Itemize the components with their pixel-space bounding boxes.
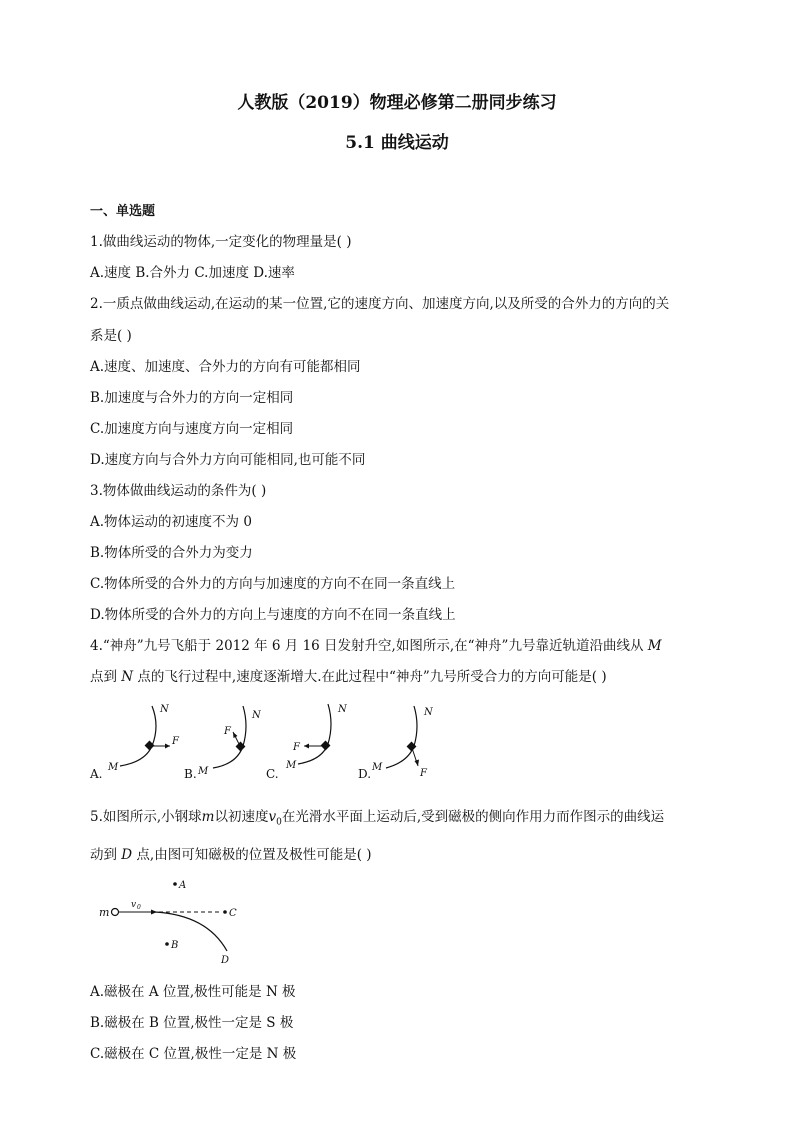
q4-point-m: M xyxy=(647,638,662,654)
label-n: N xyxy=(338,704,347,715)
point-c-dot xyxy=(223,910,227,914)
section-heading: 一、单选题 xyxy=(90,204,156,219)
label-f: F xyxy=(224,726,231,737)
q5-velocity-symbol: v xyxy=(268,809,277,825)
q5-stem-line2 xyxy=(90,843,372,863)
q4-stem-text: 点到 xyxy=(90,669,122,685)
q4-figure-d xyxy=(370,700,450,785)
q4-stem-text: 点的飞行过程中,速度逐渐增大.在此过程中“神舟”九号所受合力的方向可能是( ) xyxy=(133,669,607,685)
q4-stem-line2 xyxy=(90,665,607,685)
q4-figure-c xyxy=(280,700,360,780)
q4-stem-text: 4.“神舟”九号飞船于 2012 年 6 月 16 日发射升空,如图所示,在“神舟”九号靠近轨道沿曲线从 xyxy=(90,638,648,654)
q3-option-d: D.物体所受的合外力的方向上与速度的方向不在同一条直线上 xyxy=(90,607,456,623)
q1-options: A.速度 B.合外力 C.加速度 D.速率 xyxy=(90,265,295,281)
label-m: M xyxy=(108,762,119,773)
q5-stem-text: 5.如图所示,小钢球 xyxy=(90,809,202,825)
q4-figure-a xyxy=(100,700,200,780)
trajectory-curve xyxy=(386,706,417,768)
trajectory-curve xyxy=(120,706,156,766)
q3-option-b: B.物体所受的合外力为变力 xyxy=(90,545,253,561)
q4-figure-label-d: D. xyxy=(358,767,372,781)
q4-figure-label-c: C. xyxy=(266,767,279,781)
q5-point-d: D xyxy=(121,847,133,863)
q4-figure-label-a: A. xyxy=(90,767,103,781)
q5-velocity-subscript: 0 xyxy=(276,817,282,828)
label-v-subscript: 0 xyxy=(137,904,141,911)
q5-option-c: C.磁极在 C 位置,极性一定是 N 极 xyxy=(90,1046,297,1062)
label-m: m xyxy=(99,906,110,919)
q2-option-b: B.加速度与合外力的方向一定相同 xyxy=(90,390,294,406)
q5-option-a: A.磁极在 A 位置,极性可能是 N 极 xyxy=(90,984,296,1000)
q4-point-n: N xyxy=(121,669,134,685)
document-subtitle: 5.1 曲线运动 xyxy=(345,133,449,153)
q5-stem-text: 动到 xyxy=(90,847,122,863)
q4-figure-b xyxy=(195,700,275,780)
label-m: M xyxy=(198,766,209,777)
q2-option-a: A.速度、加速度、合外力的方向有可能都相同 xyxy=(90,359,361,375)
label-n: N xyxy=(252,710,261,721)
q4-figure-label-b: B. xyxy=(184,767,197,781)
q2-stem-line1: 2.一质点做曲线运动,在运动的某一位置,它的速度方向、加速度方向,以及所受的合外力的方向的关 xyxy=(90,296,670,312)
label-f: F xyxy=(293,742,300,753)
arrow-head-icon xyxy=(304,744,309,749)
label-d: D xyxy=(221,955,230,966)
q5-stem-text: 在光滑水平面上运动后,受到磁极的侧向作用力而作图示的曲线运 xyxy=(281,809,665,825)
q2-option-d: D.速度方向与合外力方向可能相同,也可能不同 xyxy=(90,452,366,468)
label-m: M xyxy=(372,762,383,773)
q5-mass-symbol: m xyxy=(201,809,215,825)
q5-option-b: B.磁极在 B 位置,极性一定是 S 极 xyxy=(90,1015,294,1031)
q5-stem-text: 点,由图可知磁极的位置及极性可能是( ) xyxy=(132,847,372,863)
arrow-head-icon xyxy=(415,760,420,767)
q3-stem: 3.物体做曲线运动的条件为( ) xyxy=(90,483,267,499)
arrow-head-icon xyxy=(233,732,238,738)
label-b: B xyxy=(171,940,179,951)
trajectory-curve xyxy=(213,706,246,768)
q5-stem-text: 以初速度 xyxy=(214,809,269,825)
label-v: v xyxy=(131,900,137,910)
arrow-head-icon xyxy=(165,744,170,749)
q3-option-c: C.物体所受的合外力的方向与加速度的方向不在同一条直线上 xyxy=(90,576,456,592)
point-a-dot xyxy=(173,882,177,886)
label-f: F xyxy=(172,736,179,747)
q1-stem: 1.做曲线运动的物体,一定变化的物理量是( ) xyxy=(90,234,352,250)
label-n: N xyxy=(160,704,169,715)
q5-figure xyxy=(95,875,255,965)
label-n: N xyxy=(424,707,433,718)
document-title: 人教版（2019）物理必修第二册同步练习 xyxy=(237,93,557,113)
label-a: A xyxy=(179,880,187,891)
steel-ball xyxy=(112,909,119,916)
q3-option-a: A.物体运动的初速度不为 0 xyxy=(90,514,252,530)
q5-stem-line1 xyxy=(90,805,664,828)
label-m: M xyxy=(286,760,297,771)
trajectory-curve xyxy=(298,704,331,764)
q2-option-c: C.加速度方向与速度方向一定相同 xyxy=(90,421,294,437)
q4-stem-line1 xyxy=(90,634,662,654)
label-f: F xyxy=(420,768,427,779)
point-b-dot xyxy=(165,942,169,946)
q2-stem-line2: 系是( ) xyxy=(90,328,132,344)
label-c: C xyxy=(229,908,237,919)
